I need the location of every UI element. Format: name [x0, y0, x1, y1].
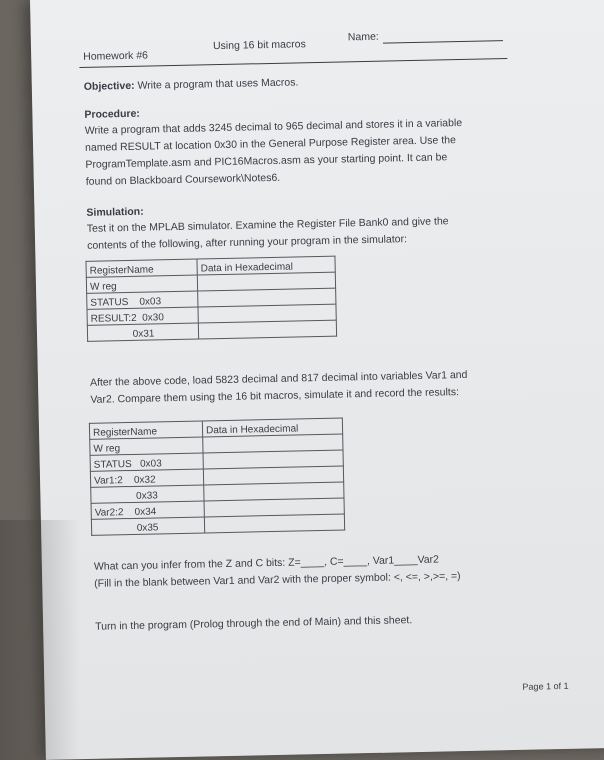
page-title: Using 16 bit macros: [212, 38, 306, 53]
column-header: Data in Hexadecimal: [202, 418, 342, 437]
objective: [84, 76, 299, 92]
register-cell: 0x35: [91, 517, 204, 535]
objective-label: Objective:: [83, 79, 135, 93]
register-cell: Var2:2 0x34: [91, 501, 204, 519]
register-table-2: [89, 418, 345, 536]
procedure-line: ProgramTemplate.asm and PIC16Macros.asm as your starting point. It can be: [85, 151, 448, 171]
procedure-label: Procedure:: [84, 107, 140, 121]
simulation-text: [87, 213, 449, 255]
homework-number: Homework #6: [83, 49, 149, 63]
column-header: RegisterName: [89, 421, 202, 439]
procedure-line: Write a program that adds 3245 decimal to 965 decimal and stores it in a variable: [84, 116, 463, 137]
inference-line: What can you infer from the Z and C bits: Z=____, C=____, Var1____Var2: [93, 553, 440, 573]
procedure-text: [85, 115, 464, 191]
column-header: RegisterName: [86, 259, 197, 277]
part2-text: [90, 367, 468, 409]
register-cell: 0x33: [91, 485, 204, 503]
objective-text: Write a program that uses Macros.: [137, 76, 299, 92]
part2-line: Var2. Compare them using the 16 bit macros, simulate it and record the results:: [90, 386, 460, 406]
worksheet-page: [30, 0, 604, 760]
register-cell: W reg: [90, 437, 203, 455]
inference-line: (Fill in the blank between Var1 and Var2 with the proper symbol: <, <=, >,>=, =): [94, 570, 461, 590]
part2-line: After the above code, load 5823 decimal and 817 decimal into variables Var1 and: [89, 368, 468, 389]
procedure-line: found on Blackboard Coursework\Notes6.: [85, 171, 281, 188]
turn-in-instruction: Turn in the program (Prolog through the end of Main) and this sheet.: [95, 614, 413, 633]
simulation-line: contents of the following, after running your program in the simulator:: [87, 233, 408, 252]
register-cell: RESULT:2 0x30: [87, 307, 198, 325]
procedure-line: named RESULT at location 0x30 in the General Purpose Register area. Use the: [84, 134, 456, 154]
register-cell: STATUS 0x03: [90, 453, 203, 471]
data-cell[interactable]: [204, 514, 344, 533]
simulation-label: Simulation:: [86, 205, 144, 219]
simulation-line: Test it on the MPLAB simulator. Examine the Register File Bank0 and give the: [86, 215, 449, 235]
column-header: Data in Hexadecimal: [197, 256, 335, 275]
register-cell: W reg: [86, 275, 197, 293]
name-blank: [383, 40, 503, 44]
register-cell: 0x31: [87, 323, 198, 341]
name-label: Name:: [347, 30, 379, 44]
data-cell[interactable]: [198, 320, 336, 339]
inference-question: [94, 551, 461, 593]
register-table-1: [85, 256, 337, 342]
register-cell: STATUS 0x03: [87, 291, 198, 309]
page-number: Page 1 of 1: [522, 680, 569, 692]
register-cell: Var1:2 0x32: [90, 469, 203, 487]
